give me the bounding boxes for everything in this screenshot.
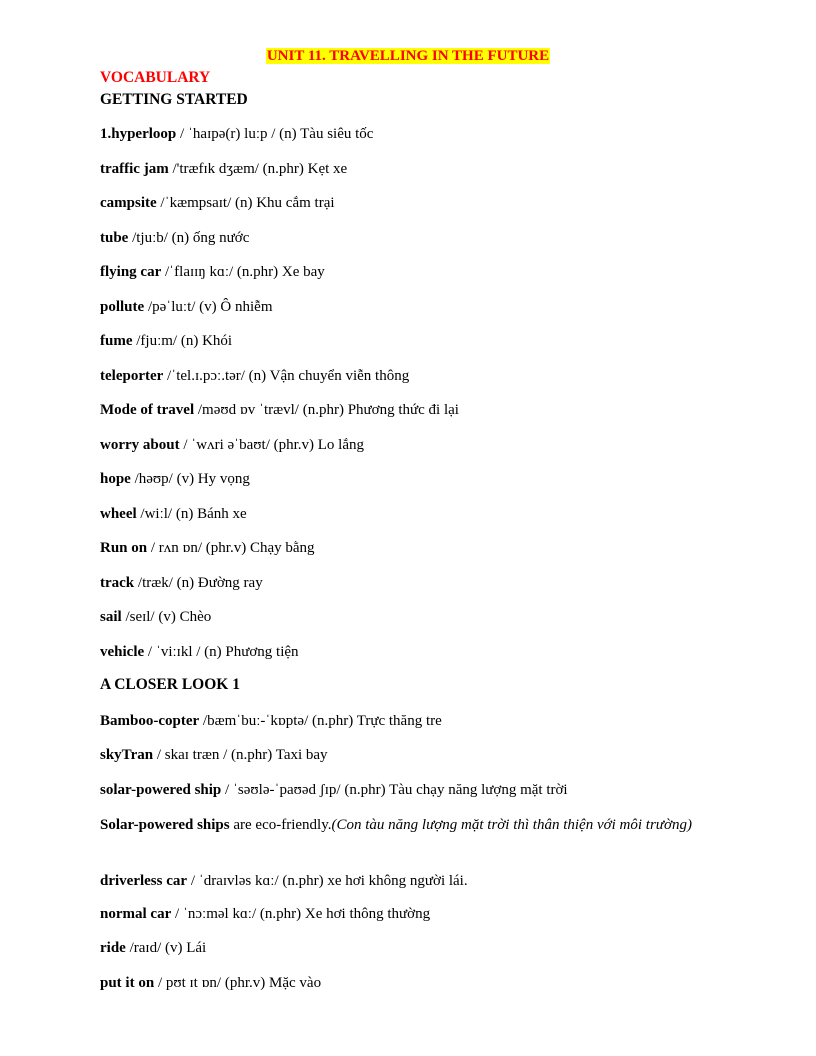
vocab-word: fume [100, 333, 133, 349]
vocab-word: Run on [100, 540, 148, 556]
vocab-entry [100, 400, 700, 420]
vocab-entry [100, 331, 700, 351]
vocab-definition: / ˈnɔːməl kɑː/ (n.phr) Xe hơi thông thường [171, 906, 431, 922]
title-container [0, 47, 816, 65]
vocab-definition: / ˈhaɪpə(r) luːp / (n) Tàu siêu tốc [176, 126, 374, 142]
vocab-word: vehicle [100, 644, 145, 660]
vocab-definition: /wiːl/ (n) Bánh xe [136, 506, 247, 522]
vocab-word: skyTran [100, 747, 154, 763]
vocab-word: teleporter [100, 368, 164, 384]
vocab-definition: /ˈtel.ɪ.pɔː.tər/ (n) Vận chuyển viễn thông [163, 368, 410, 384]
vocab-definition: /həʊp/ (v) Hy vọng [130, 471, 250, 487]
vocab-entry [100, 124, 700, 144]
vocab-definition: /bæmˈbuː-ˈkɒptə/ (n.phr) Trực thăng tre [199, 713, 442, 729]
vocab-definition: /træk/ (n) Đường ray [134, 575, 263, 591]
vocab-entry [100, 228, 700, 248]
vocab-definition: / ˈviːɪkl / (n) Phương tiện [144, 644, 299, 660]
section-getting-started: GETTING STARTED [100, 91, 248, 108]
vocab-word: sail [100, 609, 122, 625]
vocab-word: wheel [100, 506, 137, 522]
example-translation: (Con tàu năng lượng mặt trời thì thân thiện với môi trường) [331, 817, 692, 833]
page-title: UNIT 11. TRAVELLING IN THE FUTURE [266, 48, 550, 64]
vocab-entry [100, 711, 700, 731]
vocab-definition: /pəˈluːt/ (v) Ô nhiễm [144, 299, 273, 315]
vocab-word: traffic jam [100, 161, 169, 177]
vocab-entry-with-example [100, 815, 700, 835]
vocab-entry [100, 973, 700, 993]
vocab-entry [100, 607, 700, 627]
vocab-entry [100, 938, 700, 958]
vocab-word: campsite [100, 195, 157, 211]
vocab-entry [100, 538, 700, 558]
vocab-entry [100, 904, 700, 924]
vocab-word: flying car [100, 264, 162, 280]
vocab-definition: / pʊt ɪt ɒn/ (phr.v) Mặc vào [154, 975, 322, 991]
vocab-definition: /'træfɪk dʒæm/ (n.phr) Kẹt xe [168, 161, 348, 177]
vocab-entry [100, 262, 700, 282]
vocab-definition: / ˈwʌri əˈbaʊt/ (phr.v) Lo lắng [179, 437, 365, 453]
vocab-definition: /ˈflaɪɪŋ kɑː/ (n.phr) Xe bay [161, 264, 325, 280]
section-closer-look: A CLOSER LOOK 1 [100, 676, 240, 693]
vocab-entry [100, 745, 700, 765]
vocab-word: tube [100, 230, 129, 246]
vocab-definition: /raɪd/ (v) Lái [125, 940, 207, 956]
vocab-word: normal car [100, 906, 172, 922]
vocab-word: pollute [100, 299, 145, 315]
vocab-definition: /tjuːb/ (n) ống nước [128, 230, 250, 246]
vocab-word: Bamboo-copter [100, 713, 200, 729]
vocab-word: hope [100, 471, 131, 487]
vocab-definition: /məʊd ɒv ˈtrævl/ (n.phr) Phương thức đi lại [194, 402, 459, 418]
vocab-word: Mode of travel [100, 402, 195, 418]
vocab-definition: /fjuːm/ (n) Khói [132, 333, 233, 349]
vocabulary-heading: VOCABULARY [100, 69, 211, 86]
vocab-word: 1.hyperloop [100, 126, 177, 142]
vocab-entry [100, 297, 700, 317]
vocab-definition: / ˈdraɪvləs kɑː/ (n.phr) xe hơi không người lái. [187, 873, 468, 889]
vocab-definition: / skaɪ træn / (n.phr) Taxi bay [153, 747, 328, 763]
vocab-word: ride [100, 940, 126, 956]
vocab-entry [100, 469, 700, 489]
vocab-word: worry about [100, 437, 180, 453]
vocab-entry [100, 780, 700, 800]
vocab-entry [100, 573, 700, 593]
vocab-definition: / ˈsəʊlə-ˈpaʊəd ʃɪp/ (n.phr) Tàu chạy năng lượng mặt trời [221, 782, 568, 798]
vocab-word: Solar-powered ships [100, 817, 230, 833]
vocab-definition: are eco-friendly. [229, 817, 332, 833]
vocab-definition: / rʌn ɒn/ (phr.v) Chạy bằng [147, 540, 315, 556]
vocab-word: driverless car [100, 873, 188, 889]
vocab-word: solar-powered ship [100, 782, 222, 798]
vocab-entry [100, 193, 700, 213]
vocab-definition: /seɪl/ (v) Chèo [121, 609, 212, 625]
vocab-entry [100, 159, 700, 179]
vocab-entry [100, 871, 700, 891]
vocab-definition: /ˈkæmpsaɪt/ (n) Khu cắm trại [156, 195, 335, 211]
vocab-entry [100, 504, 700, 524]
vocab-entry [100, 435, 700, 455]
vocab-entry [100, 642, 700, 662]
vocab-word: track [100, 575, 135, 591]
vocab-entry [100, 366, 700, 386]
vocab-word: put it on [100, 975, 155, 991]
